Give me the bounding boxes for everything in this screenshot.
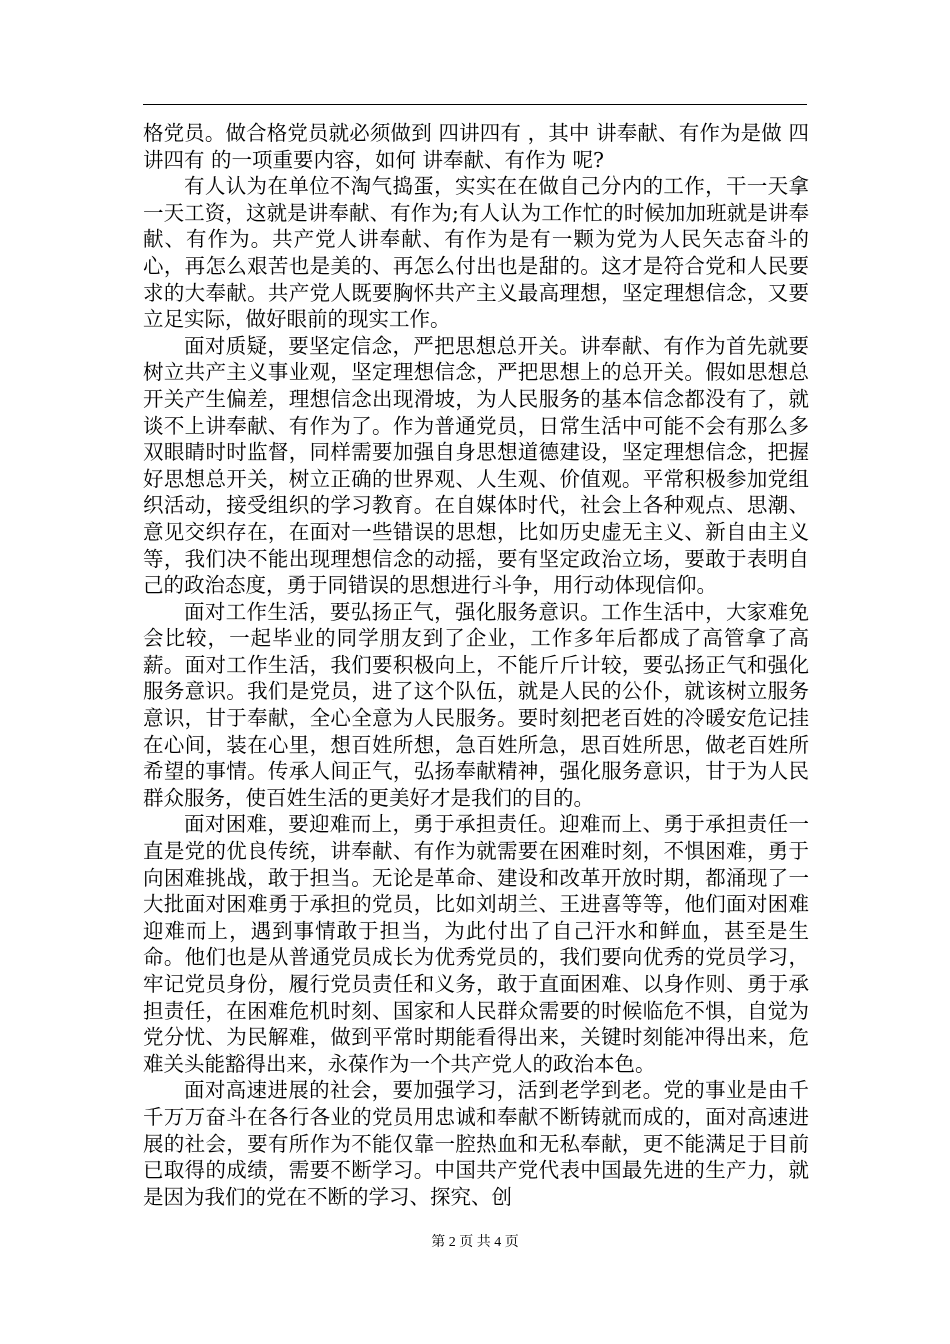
page-number-footer: 第 2 页 共 4 页 [431,1235,519,1250]
paragraph: 有人认为在单位不淘气捣蛋，实实在在做自己分内的工作，干一天拿一天工资，这就是讲奉献、有作为;有人认为工作忙的时候加加班就是讲奉献、有作为。共产党人讲奉献、有作为是有一颗为党为人民矢志奋斗的心，再怎么艰苦也是美的、再怎么付出也是甜的。这才是符合党和人民要求的大奉献。共产党人既要胸怀共产主义最高理想，坚定理想信念，又要立足实际，做好眼前的现实工作。 [143,174,809,332]
paragraph: 面对困难，要迎难而上，勇于承担责任。迎难而上、勇于承担责任一直是党的优良传统，讲奉献、有作为就需要在困难时刻，不惧困难，勇于向困难挑战，敢于担当。无论是革命、建设和改革开放时期，都涌现了一大批面对困难勇于承担的党员，比如刘胡兰、王进喜等等，他们面对困难迎难而上，遇到事情敢于担当，为此付出了自己汗水和鲜血，甚至是生命。他们也是从普通党员成长为优秀党员的，我们要向优秀的党员学习，牢记党员身份，履行党员责任和义务，敢于直面困难、以身作则、勇于承担责任，在困难危机时刻、国家和人民群众需要的时候临危不惧，自觉为党分忧、为民解难，做到平常时期能看得出来，关键时刻能冲得出来，危难关头能豁得出来，永葆作为一个共产党人的政治本色。 [143,812,809,1076]
paragraph: 面对质疑，要坚定信念，严把思想总开关。讲奉献、有作为首先就要树立共产主义事业观，坚定理想信念，严把思想上的总开关。假如思想总开关产生偏差，理想信念出现滑坡，为人民服务的基本信念都没有了，就谈不上讲奉献、有作为了。作为普通党员，日常生活中可能不会有那么多双眼睛时时监督，同样需要加强自身思想道德建设，坚定理想信念，把握好思想总开关，树立正确的世界观、人生观、价值观。平常积极参加党组织活动，接受组织的学习教育。在自媒体时代，社会上各种观点、思潮、意见交织存在，在面对一些错误的思想，比如历史虚无主义、新自由主义等，我们决不能出现理想信念的动摇，要有坚定政治立场，要敢于表明自己的政治态度，勇于同错误的思想进行斗争，用行动体现信仰。 [143,333,809,598]
paragraph: 面对工作生活，要弘扬正气，强化服务意识。工作生活中，大家难免会比较，一起毕业的同学朋友到了企业，工作多年后都成了高管拿了高薪。面对工作生活，我们要积极向上，不能斤斤计较，要弘扬正气和强化服务意识。我们是党员，进了这个队伍，就是人民的公仆，就该树立服务意识，甘于奉献，全心全意为人民服务。要时刻把老百姓的冷暖安危记挂在心间，装在心里，想百姓所想，急百姓所急，思百姓所思，做老百姓所希望的事情。传承人间正气，弘扬奉献精神，强化服务意识，甘于为人民群众服务，使百姓生活的更美好才是我们的目的。 [143,599,809,810]
document-body [143,120,809,1210]
paragraph-continuation: 格党员。做合格党员就必须做到 四讲四有 ，其中 讲奉献、有作为是做 四讲四有 的一项重要内容，如何 讲奉献、有作为 呢? [143,121,809,172]
header-rule [143,104,807,105]
paragraph: 面对高速进展的社会，要加强学习，活到老学到老。党的事业是由千千万万奋斗在各行各业的党员用忠诚和奉献不断铸就而成的，面对高速进展的社会，要有所作为不能仅靠一腔热血和无私奉献，更不能满足于目前已取得的成绩，需要不断学习。中国共产党代表中国最先进的生产力，就是因为我们的党在不断的学习、探究、创 [143,1078,809,1209]
